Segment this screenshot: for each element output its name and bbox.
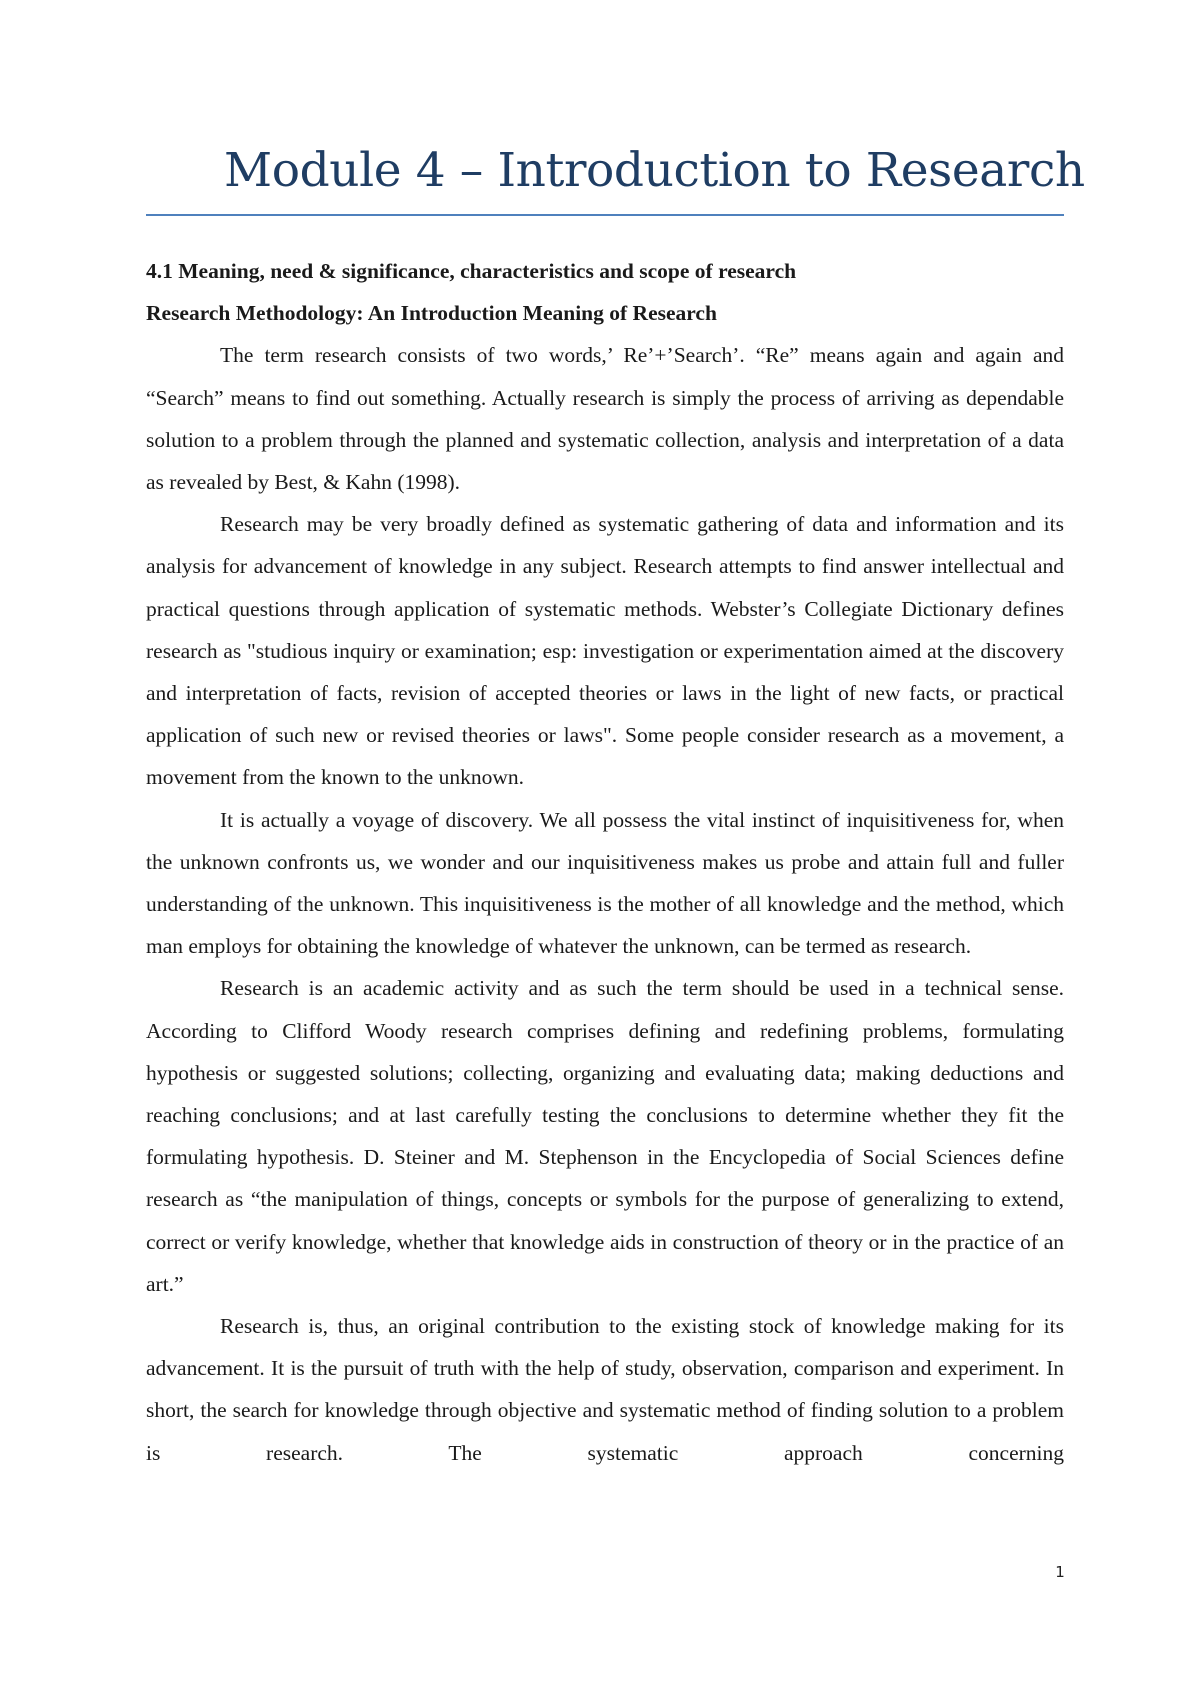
title-underline bbox=[146, 214, 1064, 216]
paragraph: Research may be very broadly defined as systematic gathering of data and information and its analysis for advancement of knowledge in any subject. Research attempts to find answer intellectual and practical questions through application of systematic methods. Webster’s Collegiate Dictionary defines research as "studious inquiry or examination; esp: investigation or experimentation aimed at the discovery and interpretation of facts, revision of accepted theories or laws in the light of new facts, or practical application of such new or revised theories or laws". Some people consider research as a movement, a movement from the known to the unknown. bbox=[146, 512, 1064, 790]
document-body bbox=[146, 250, 1064, 1474]
page-number: 1 bbox=[1055, 1563, 1065, 1581]
section-heading: 4.1 Meaning, need & significance, characteristics and scope of research bbox=[146, 259, 797, 283]
paragraph: Research is an academic activity and as such the term should be used in a technical sense. According to Clifford Woody research comprises defining and redefining problems, formulating hypothesis or suggested solutions; collecting, organizing and evaluating data; making deductions and reaching conclusions; and at last carefully testing the conclusions to determine whether they fit the formulating hypothesis. D. Steiner and M. Stephenson in the Encyclopedia of Social Sciences define research as “the manipulation of things, concepts or symbols for the purpose of generalizing to extend, correct or verify knowledge, whether that knowledge aids in construction of theory or in the practice of an art.” bbox=[146, 976, 1064, 1296]
paragraph: The term research consists of two words,’ Re’+’Search’. “Re” means again and again and “Search” means to find out something. Actually research is simply the process of arriving as dependable solution to a problem through the planned and systematic collection, analysis and interpretation of a data as revealed by Best, & Kahn (1998). bbox=[146, 343, 1064, 495]
paragraph: Research is, thus, an original contribution to the existing stock of knowledge making for its advancement. It is the pursuit of truth with the help of study, observation, comparison and experiment. In short, the search for knowledge through objective and systematic method of finding solution to a problem is research. The systematic approach concerning bbox=[146, 1314, 1064, 1465]
page-title: Module 4 – Introduction to Research bbox=[224, 143, 1085, 198]
sub-heading: Research Methodology: An Introduction Meaning of Research bbox=[146, 301, 717, 326]
paragraph: It is actually a voyage of discovery. We all possess the vital instinct of inquisitiveness for, when the unknown confronts us, we wonder and our inquisitiveness makes us probe and attain full and fuller understanding of the unknown. This inquisitiveness is the mother of all knowledge and the method, which man employs for obtaining the knowledge of whatever the unknown, can be termed as research. bbox=[146, 807, 1064, 959]
